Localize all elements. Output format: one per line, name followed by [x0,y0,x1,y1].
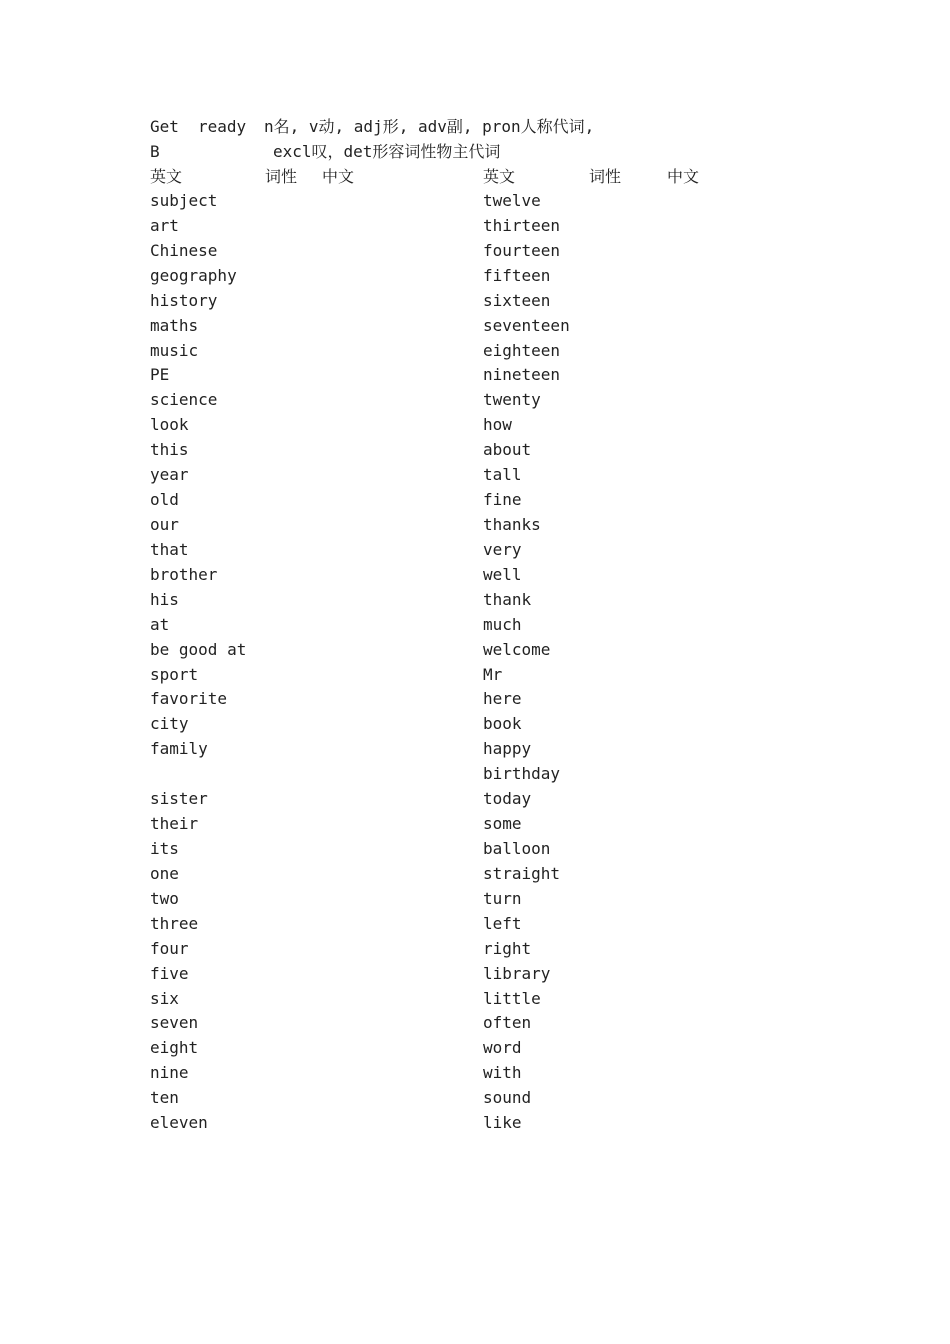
right-header-chinese: 中文 [667,167,700,186]
word-item: well [483,564,522,584]
word-item: here [483,689,522,709]
left-header-pos: 词性 [265,167,298,186]
word-item: geography [150,265,237,285]
word-item: much [483,614,522,634]
right-header-english: 英文 [483,167,516,186]
word-item: eleven [150,1113,208,1133]
legend-b: B [150,142,160,161]
word-item: that [150,539,189,559]
word-item: how [483,415,512,435]
word-item: one [150,863,179,883]
word-item: nineteen [483,365,561,385]
word-item [150,762,246,787]
word-item: thank [483,589,532,609]
left-word-column [150,189,246,1136]
word-item: twenty [483,390,541,410]
word-item: very [483,539,522,559]
word-item: like [483,1113,522,1133]
word-item: our [150,514,179,534]
right-header-pos: 词性 [589,167,622,186]
word-item: fourteen [483,240,561,260]
word-item: PE [150,365,170,385]
word-item: seven [150,1013,199,1033]
word-item: his [150,589,179,609]
word-item: their [150,814,199,834]
word-item: sport [150,664,199,684]
legend-ready: ready [198,117,247,136]
word-item: left [483,913,522,933]
legend-pos-list-1: n名, v动, adj形, adv副, pron人称代词, [264,117,595,136]
word-item: subject [150,191,218,210]
word-item: music [150,340,199,360]
word-item: library [483,963,551,983]
word-item: favorite [150,689,228,709]
word-item: Mr [483,664,503,684]
word-item: science [150,390,218,410]
word-item: four [150,938,189,958]
legend-get: Get [150,117,179,136]
word-item: twelve [483,191,541,210]
legend-pos-list-2: excl叹，det形容词性物主代词 [273,142,501,161]
word-item: seventeen [483,315,570,335]
word-item: fine [483,490,522,510]
word-item: six [150,988,179,1008]
word-item: happy [483,739,532,759]
word-item: maths [150,315,199,335]
word-item: fifteen [483,265,551,285]
word-item: sixteen [483,290,551,310]
word-item: right [483,938,532,958]
word-item: turn [483,888,522,908]
word-item: history [150,290,218,310]
word-item: be good at [150,639,247,659]
word-item: word [483,1038,522,1058]
word-item: sister [150,789,208,809]
word-item: nine [150,1063,189,1083]
word-item: ten [150,1088,179,1108]
word-item: Chinese [150,240,218,260]
word-item: welcome [483,639,551,659]
word-item: balloon [483,838,551,858]
word-item: thanks [483,514,541,534]
word-item: tall [483,465,522,485]
word-item: some [483,814,522,834]
word-item: with [483,1063,522,1083]
word-item: this [150,440,189,460]
word-item: its [150,838,179,858]
word-item: art [150,215,179,235]
word-item: little [483,988,541,1008]
word-item: today [483,789,532,809]
word-item: look [150,415,189,435]
word-item: about [483,440,532,460]
word-item: brother [150,564,218,584]
word-item: sound [483,1088,532,1108]
word-item: two [150,888,179,908]
word-item: straight [483,863,561,883]
word-item: city [150,714,189,734]
word-item: often [483,1013,532,1033]
left-header-english: 英文 [150,167,183,186]
word-item: birthday [483,764,561,784]
word-item: book [483,714,522,734]
word-item: family [150,739,208,759]
word-item: five [150,963,189,983]
word-item: old [150,490,179,510]
word-item: year [150,465,189,485]
word-item: three [150,913,199,933]
left-header-chinese: 中文 [322,167,355,186]
word-item: at [150,614,170,634]
word-item: thirteen [483,215,561,235]
right-word-column [483,189,570,1136]
word-item: eight [150,1038,199,1058]
word-item: eighteen [483,340,561,360]
